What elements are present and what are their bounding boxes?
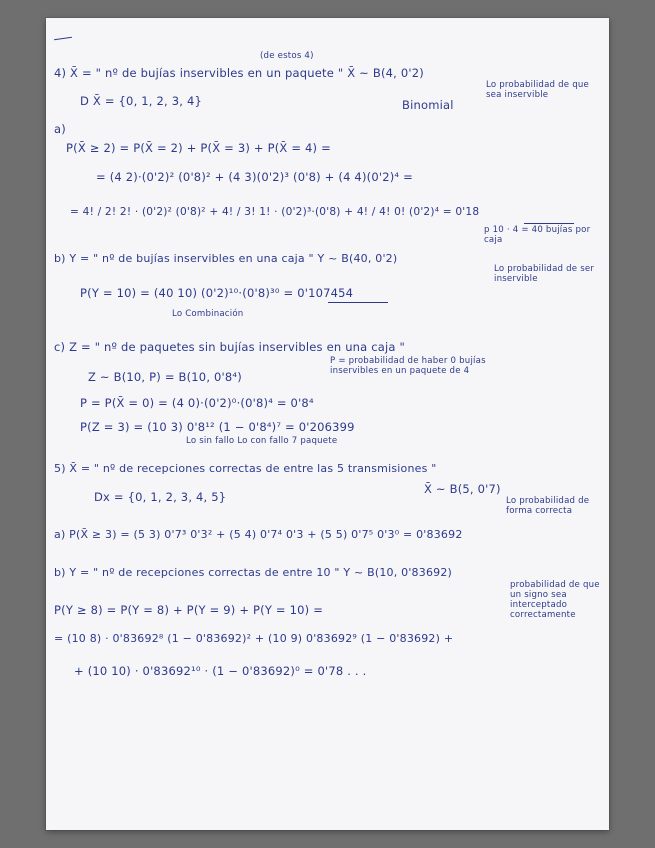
q4-probability-note: Lo probabilidad de que sea inservible — [486, 80, 589, 100]
notebook-page — [46, 18, 609, 830]
q4b-combination-note: Lo Combinación — [172, 309, 244, 319]
q4-binomial-label: Binomial — [402, 98, 454, 112]
q5-probability-note: Lo probabilidad de forma correcta — [506, 496, 590, 516]
q5b-line-2: = (10 8) · 0'83692⁸ (1 − 0'83692)² + (10 9) 0'83692⁹ (1 − 0'83692) + — [54, 632, 454, 645]
q4-definition: 4) X̄ = " nº de bujías inservibles en un paquete " X̄ ~ B(4, 0'2) — [54, 66, 424, 80]
top-left-mark — [54, 37, 72, 40]
part-a-label: a) — [54, 122, 66, 136]
q4b-definition: b) Y = " nº de bujías inservibles en una caja " Y ~ B(40, 0'2) — [54, 252, 398, 265]
q4b-probability-note: Lo probabilidad de ser inservible — [494, 264, 595, 284]
q4a-line-1: P(X̄ ≥ 2) = P(X̄ = 2) + P(X̄ = 3) + P(X̄ = 4) = — [66, 141, 331, 155]
header-note: (de estos 4) — [260, 51, 314, 61]
q4c-p-note: P = probabilidad de haber 0 bujías inservibles en un paquete de 4 — [330, 356, 486, 376]
q4b-calculation: P(Y = 10) = (40 10) (0'2)¹⁰·(0'8)³⁰ = 0'107454 — [80, 286, 354, 300]
q5b-line-3: + (10 10) · 0'83692¹⁰ · (1 − 0'83692)⁰ = 0'78 . . . — [74, 664, 367, 678]
q4c-definition: c) Z = " nº de paquetes sin bujías inservibles en una caja " — [54, 340, 406, 354]
q5b-line-1: P(Y ≥ 8) = P(Y = 8) + P(Y = 9) + P(Y = 10) = — [54, 603, 324, 617]
q4-domain: D X̄ = {0, 1, 2, 3, 4} — [80, 94, 202, 108]
q4c-calculation: P(Z = 3) = (10 3) 0'8¹² (1 − 0'8⁴)⁷ = 0'206399 — [80, 420, 355, 434]
q4b-per-box-note: p 10 · 4 = 40 bujías por caja — [484, 225, 591, 245]
q4b-result-underline — [328, 302, 388, 303]
q5-definition: 5) X̄ = " nº de recepciones correctas de entre las 5 transmisiones " — [54, 462, 437, 475]
q5b-probability-note: probabilidad de que un signo sea interceptado correctamente — [510, 580, 600, 620]
q5a-calculation: a) P(X̄ ≥ 3) = (5 3) 0'7³ 0'3² + (5 4) 0'7⁴ 0'3 + (5 5) 0'7⁵ 0'3⁰ = 0'83692 — [54, 528, 463, 541]
q5-distribution: X̄ ~ B(5, 0'7) — [424, 482, 501, 496]
q4a-line-3: = 4! / 2! 2! · (0'2)² (0'8)² + 4! / 3! 1! · (0'2)³·(0'8) + 4! / 4! 0! (0'2)⁴ = 0'18 — [70, 206, 480, 218]
q4c-p-value: P = P(X̄ = 0) = (4 0)·(0'2)⁰·(0'8)⁴ = 0'8⁴ — [80, 396, 314, 410]
q4c-annotation: Lo sin fallo Lo con fallo 7 paquete — [186, 436, 338, 446]
q4a-line-2: = (4 2)·(0'2)² (0'8)² + (4 3)(0'2)³ (0'8) + (4 4)(0'2)⁴ = — [96, 170, 413, 184]
q5-domain: Dx = {0, 1, 2, 3, 4, 5} — [94, 490, 227, 504]
q4a-result-underline — [524, 223, 574, 224]
q4c-distribution: Z ~ B(10, P) = B(10, 0'8⁴) — [88, 370, 242, 384]
q5b-definition: b) Y = " nº de recepciones correctas de entre 10 " Y ~ B(10, 0'83692) — [54, 566, 453, 579]
